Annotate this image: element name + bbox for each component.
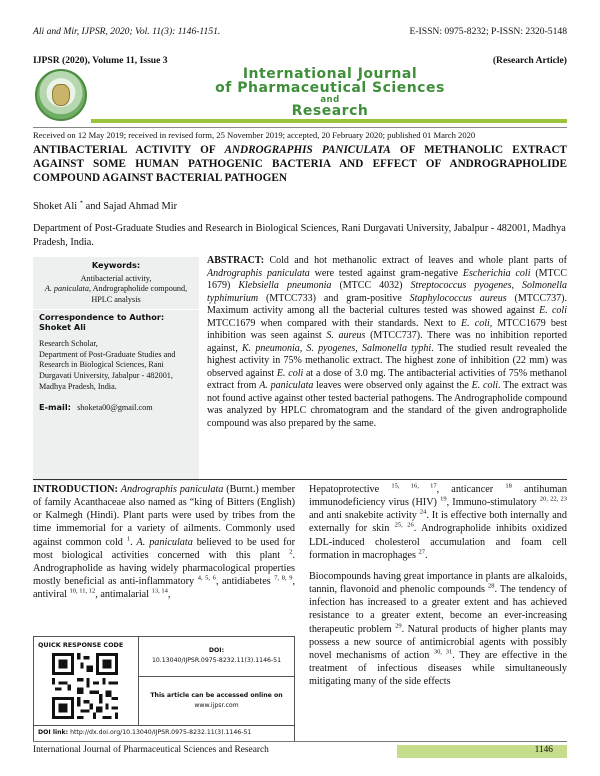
- issue: IJPSR (2020), Volume 11, Issue 3: [33, 55, 168, 66]
- keywords-box: [33, 257, 199, 481]
- affiliation: Department of Post-Graduate Studies and Research in Biological Sciences, Rani Durgavati University, Jabalpur - 482001, Madhya Pradesh, India.: [33, 223, 566, 248]
- keywords-title: Keywords:: [91, 260, 141, 270]
- doi-cell: DOI: 10.13040/IJPSR.0975-8232.11(3).1146-51: [139, 637, 294, 677]
- running-header: [33, 26, 567, 37]
- journal-masthead: [33, 67, 567, 123]
- journal-name-line1: International Journal: [242, 66, 418, 82]
- footer-journal: International Journal of Pharmaceutical Sciences and Research: [33, 745, 269, 755]
- journal-name-line2: of Pharmaceutical Sciences: [215, 80, 445, 97]
- received-dates: Received on 12 May 2019; received in revised form, 25 November 2019; accepted, 20 February 2020; published 01 March 2020: [33, 127, 567, 140]
- qr-label: QUICK RESPONSE CODE: [38, 641, 124, 649]
- correspondence-name: Shoket Ali: [39, 322, 86, 333]
- qr-code-icon[interactable]: [52, 653, 118, 719]
- website-link[interactable]: www.ijpsr.com: [194, 701, 239, 709]
- journal-name-line3: and: [320, 94, 340, 105]
- doi-link-row: DOI link: http://dx.doi.org/10.13040/IJPSR.0975-8232.11(3).1146-51: [34, 725, 294, 741]
- keywords: Antibacterial activity, A. paniculata, Andrographolide compound, HPLC analysis: [44, 273, 188, 304]
- paragraph: Hepatoprotective $^{15, 16, 17}$, anticancer $^{18}$ antihuman immunodeficiency virus (HIV) $^{19}$, Immuno-stimulatory $^{20, 22, 23}$ and anti snakebite activity $^{24}$. It is effective both internally and externally for skin $^{25, 26}$. Andrographolide inhibits oxidized LDL-induced cholesterol accumulation and foam cell formation in macrophages $^{27}$.: [309, 482, 568, 561]
- correspondence-email: E-mail: shoketa00@gmail.com: [39, 402, 153, 413]
- abstract: ABSTRACT: Cold and hot methanolic extract of leaves and whole plant parts of Andrographis paniculata were tested against gram-negative Escherichia coli (MTCC 1679) Klebsiella pneumonia (MTCC 4032) Streptococcus pyogenes, Solmonella typhimurium (MTCC733) and gram-positive Staphylococcus aureus (MTCC737). Maximum activity among all the bacterial cultures tested was showed against E. coli MTCC1679 when compared with their standards. Next to E. coli, MTCC1679 best inhibition was seen against S. aureus (MTCC737). There was no inhibition reported against, K. pneumonia, S. pyogenes, Salmonella typhi. The studied result revealed the highest activity in 75% methanolic extract. The highest zone of inhibition (22 mm) was observed against E. coli at a dose of 3.0 mg. The antibacterial activities of 75% methanol extract from A. paniculata leaves were observed only against the E. coli. The extract was not found active against other tested bacterial pathogens. The Andrographolide compound was analyzed by HPLC chromatogram and the standard of the given andrographolide compound was also prepared by the same.: [207, 255, 568, 429]
- article-type: (Research Article): [492, 55, 567, 66]
- page-number: 1146: [534, 745, 553, 755]
- authors: Shoket Ali * and Sajad Ahmad Mir: [33, 199, 178, 212]
- correspondence-title: Correspondence to Author:: [39, 311, 165, 322]
- citation: Ali and Mir, IJPSR, 2020; Vol. 11(3): 1146-1151.: [33, 26, 221, 37]
- issn: E-ISSN: 0975-8232; P-ISSN: 2320-5148: [409, 26, 567, 37]
- page-footer: [33, 741, 567, 757]
- quick-response-box: [33, 636, 295, 742]
- correspondence-address: Research Scholar, Department of Post-Graduate Studies and Research in Biological Sciences, Rani Durgavati University, Jabalpur - 482001, Madhya Pradesh, India.: [39, 338, 176, 391]
- journal-name: [33, 67, 567, 118]
- introduction: INTRODUCTION: Andrographis paniculata (Burnt.) member of family Acanthaceae also named as “king of Bitters (English) or Kalmegh (Hindi). Plant parts were used by tribes from the time immemorial for a variety of ailments. Commonly used against common cold $^1$. A. paniculata believed to be used for most biological activities concerned with this plant $^2$. Andrographolide as having widely pharmacological properties mostly beneficial as anti-inflammatory $^{4, 5, 6}$, antidiabetes $^{7, 8, 9}$, antiviral $^{10, 11, 12}$, antimalarial $^{13, 14}$,: [33, 484, 296, 601]
- right-column: [309, 483, 567, 688]
- masthead-band: [91, 119, 567, 123]
- journal-name-line4: Research: [291, 103, 369, 120]
- paragraph: Biocompounds having great importance in plants are alkaloids, tannin, flavonoid and phenolic compounds $^{28}$. The tendency of infection has increased to a greater extent and has achieved resistance to a greater extent, become an ever-increasing therapeutic problem $^{29}$. Natural products of higher plants may possess a new source of antimicrobial agents with possibly novel mechanisms of action $^{30, 31}$. They are effective in the treatment of infectious diseases while simultaneously mitigating many of the side effects: [309, 570, 567, 688]
- section-divider: [33, 479, 567, 480]
- doi-value: 10.13040/IJPSR.0975-8232.11(3).1146-51: [151, 656, 282, 664]
- doi-link[interactable]: http://dx.doi.org/10.13040/IJPSR.0975-8232.11(3).1146-51: [70, 729, 252, 736]
- access-cell: This article can be accessed online on www.ijpsr.com: [150, 692, 283, 709]
- email-link[interactable]: shoketa00@gmail.com: [77, 403, 153, 413]
- article-title: ANTIBACTERIAL ACTIVITY OF ANDROGRAPHIS PANICULATA OF METHANOLIC EXTRACT AGAINST SOME HUMAN PATHOGENIC BACTERIA AND EFFECT OF ANDROGRAPHOLIDE COMPOUND AGAINST BACTERIAL PATHOGEN: [33, 144, 567, 184]
- issue-line: [33, 55, 567, 66]
